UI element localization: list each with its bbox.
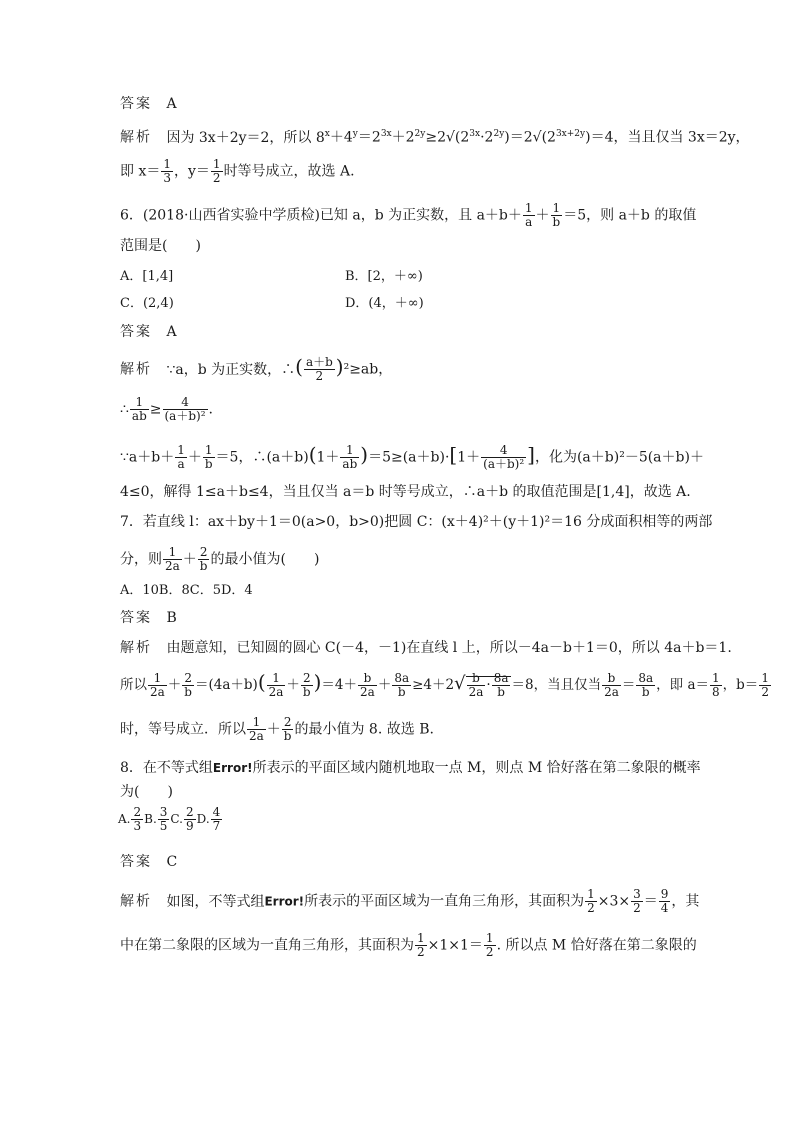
question-8-stem: 8．在不等式组Error!所表示的平面区域内随机地取一点 M，则点 M 恰好落在第二象限的概率 [120, 760, 701, 776]
solution-5-line-2: 即 x＝ $\frac{1}{3}$ ，y＝ $\frac{1}{2}$ 时等号成立，故选 A. [120, 157, 355, 185]
fraction: $\frac{4}{\text{(a＋b)²}}$ [164, 395, 206, 423]
error-marker: Error! [264, 894, 305, 909]
fraction: $\frac{1}{2}$ [212, 157, 221, 185]
answer-7 [120, 608, 177, 628]
solution-6-line-2: ∴ $\frac{1}{ab}$ ≥ $\frac{4}{\text{(a＋b)²}}$ . [120, 395, 213, 423]
q6-option-b: B．[2，＋∞) [345, 269, 423, 284]
solution-label: 解析 [120, 640, 152, 656]
error-marker: Error! [212, 761, 253, 775]
answer-label: 答案 [120, 96, 152, 112]
question-7-stem: 7．若直线 l：ax＋by＋1＝0(a>0，b>0)把圆 C：(x＋4)²＋(y＋1)²＝16 分成面积相等的两部 [120, 514, 713, 530]
fraction: $\frac{1}{b}$ [552, 201, 561, 229]
answer-value: A [166, 324, 177, 340]
solution-5-line-1: 解析 因为 3x＋2y＝2，所以 $8^x+4^y=2^{3x}+2^{2y}\ge 2√(2^{3x}\cdot 2^{2y})=2√(2^{3x+2y})=4$，当且仅当 3x＝2y， [120, 129, 750, 146]
answer-value: C [166, 854, 178, 870]
solution-6-line-4: 4≤0，解得 1≤a＋b≤4，当且仅当 a＝b 时等号成立，∴a＋b 的取值范围是[1,4]，故选 A. [120, 484, 691, 500]
fraction: $\frac{1}{3}$ [163, 157, 171, 185]
answer-value: B [166, 610, 177, 626]
answer-6 [120, 322, 177, 342]
q6-option-a: A．[1,4] [120, 269, 174, 284]
answer-5 [120, 94, 177, 114]
fraction: $\frac{a+b}{2}$ [305, 355, 333, 383]
question-6-stem-line-2: 范围是( ) [120, 238, 201, 254]
solution-label: 解析 [120, 361, 152, 378]
solution-8-line-1: 解析 如图，不等式组Error!所表示的平面区域为一直角三角形，其面积为 $\frac{1}{2}$ ×3× $\frac{3}{2}$ ＝ $\frac{9}{4}$ ，其 [120, 887, 700, 915]
q6-option-c: C．(2,4) [120, 296, 174, 311]
q7-options: A．10B．8C．5D．4 [120, 583, 253, 598]
solution-label: 解析 [120, 893, 152, 910]
q6-option-d: D．(4，＋∞) [345, 296, 424, 311]
answer-label: 答案 [120, 854, 152, 870]
solution-label: 解析 [120, 129, 152, 146]
answer-label: 答案 [120, 610, 152, 626]
solution-6-line-1: 解析 ∵a，b 为正实数，∴( $\frac{a+b}{2}$ )²≥ab， [120, 354, 393, 383]
solution-7-line-2: 所以 $\frac{1}{2a}$ ＋ $\frac{2}{b}$ ＝(4a＋b)( $\frac{1}{2a}$ ＋ $\frac{2}{b}$ )＝4＋ $\frac{b}{2a}$ ＋ $\frac{8a}{b}$ ≥4＋2√ $\frac{b}{2a}$ · $\frac{8a}{b}$ ＝8，当且仅当 $\frac{b}{2a}$ ＝ $\frac{8a}{b}$ ，即 a＝ $\frac{1}{8}$ ，b＝ $\frac{1}{2}$ [120, 670, 769, 699]
question-7-stem-line-2: 分，则 $\frac{1}{2a}$ ＋ $\frac{2}{b}$ 的最小值为( ) [120, 545, 320, 573]
solution-6-line-3: ∵a＋b＋ $\frac{1}{a}$ ＋ $\frac{1}{b}$ ＝5，∴(a＋b)(1＋ $\frac{1}{ab}$ )＝5≥(a＋b)·[1＋ $\frac{4}{\text{(a＋b)²}}$ ]，化为(a＋b)²－5(a＋b)＋ [120, 442, 704, 471]
question-8-stem-line-2: 为( ) [120, 784, 173, 800]
fraction: $\frac{1}{ab}$ [131, 395, 147, 423]
answer-label: 答案 [120, 324, 152, 340]
solution-7-line-1: 解析 由题意知，已知圆的圆心 C(－4，－1)在直线 l 上，所以－4a－b＋1＝0，所以 4a＋b＝1. [120, 640, 732, 656]
solution-8-line-2: 中在第二象限的区域为一直角三角形，其面积为 $\frac{1}{2}$ ×1×1＝ $\frac{1}{2}$ . 所以点 M 恰好落在第二象限的 [120, 931, 697, 959]
answer-value: A [166, 96, 177, 112]
q8-options: A. $\frac{2}{3}$ B. $\frac{3}{5}$ C. $\frac{2}{9}$ D. $\frac{4}{7}$ [118, 805, 221, 833]
question-6-stem: 6．(2018·山西省实验中学质检)已知 a，b 为正实数，且 a＋b＋ $\frac{1}{a}$ ＋ $\frac{1}{b}$ ＝5，则 a＋b 的取值 [120, 201, 697, 229]
solution-7-line-3: 时，等号成立．所以 $\frac{1}{2a}$ ＋ $\frac{2}{b}$ 的最小值为 8. 故选 B. [120, 715, 434, 743]
fraction: $\frac{1}{a}$ [524, 201, 533, 229]
answer-8 [120, 852, 177, 872]
